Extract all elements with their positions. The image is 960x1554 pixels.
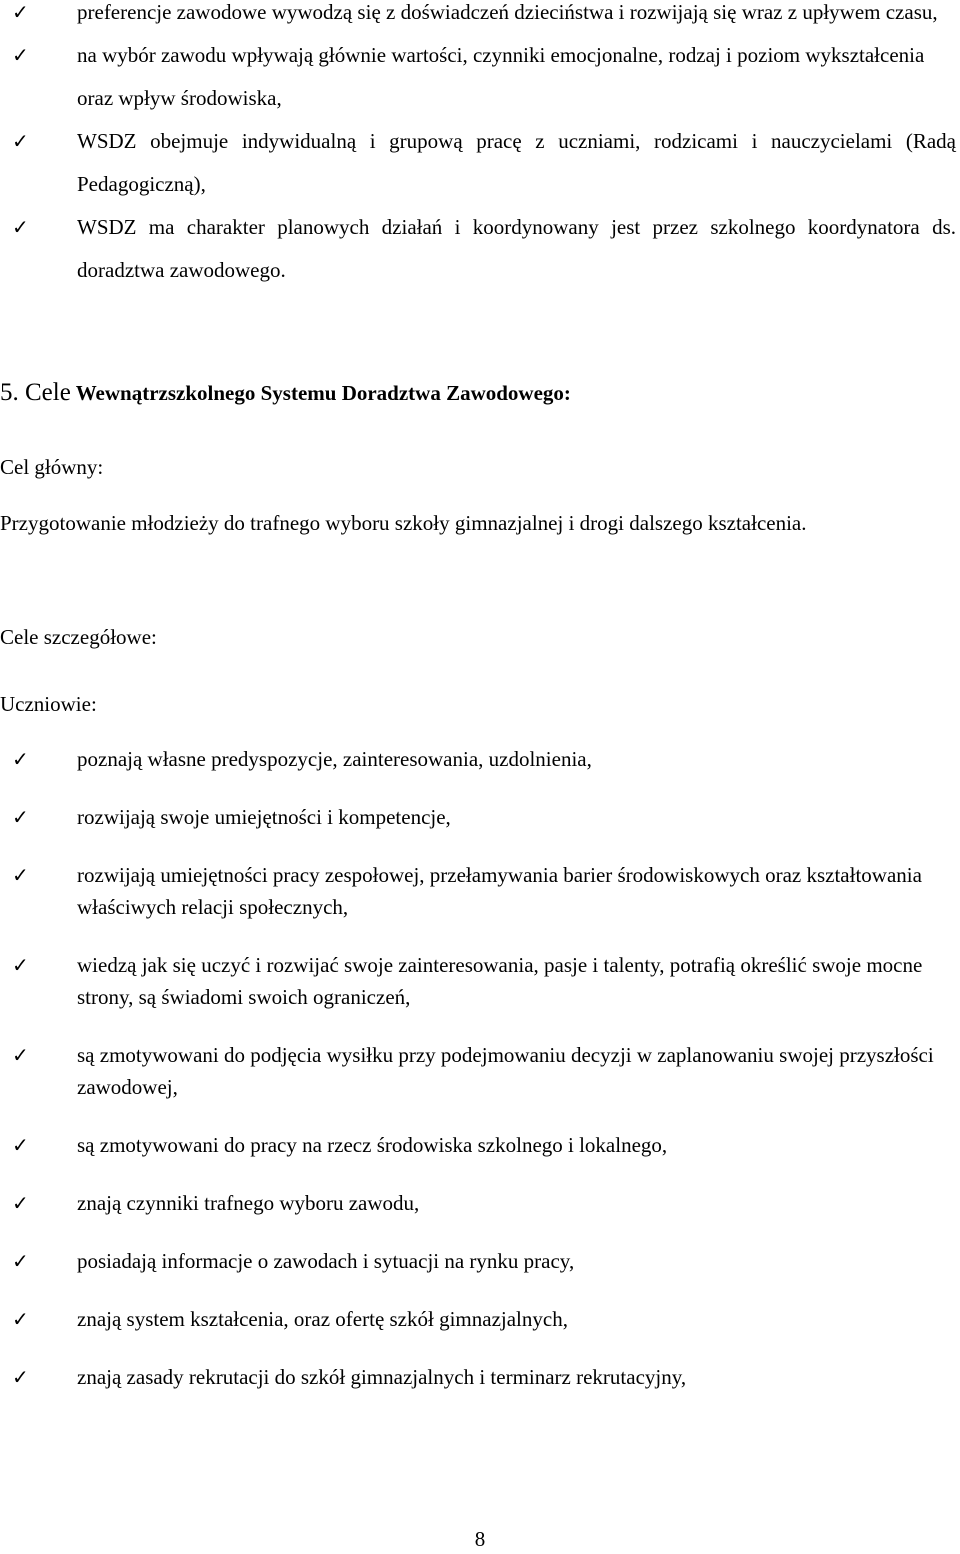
- checkmark-icon: ✓: [12, 953, 29, 977]
- list-item: [0, 34, 960, 120]
- list-item: [0, 1039, 960, 1103]
- list-item-text: rozwijają umiejętności pracy zespołowej, przełamywania barier środowiskowych oraz kształtowania właściwych relacji społecznych,: [77, 863, 922, 919]
- checkmark-icon: ✓: [12, 1133, 29, 1157]
- checkmark-icon: ✓: [12, 805, 29, 829]
- list-item-text: są zmotywowani do podjęcia wysiłku przy podejmowaniu decyzji w zaplanowaniu swojej przyszłości zawodowej,: [77, 1043, 934, 1099]
- detailed-goals-label: Cele szczegółowe:: [0, 625, 157, 649]
- list-item-text: rozwijają swoje umiejętności i kompetencje,: [77, 805, 451, 829]
- section-heading: [0, 378, 571, 408]
- section-number-title: 5. Cele: [0, 379, 71, 406]
- list-item-text: poznają własne predyspozycje, zainteresowania, uzdolnienia,: [77, 747, 592, 771]
- page-number: 8: [474, 1527, 486, 1551]
- list-item-text: preferencje zawodowe wywodzą się z doświadczeń dzieciństwa i rozwijają się wraz z upływem czasu,: [77, 0, 938, 24]
- checkmark-icon: ✓: [12, 1365, 29, 1389]
- students-label: Uczniowie:: [0, 692, 97, 716]
- list-item: [0, 206, 960, 292]
- list-item: [0, 801, 960, 833]
- list-item-text: WSDZ obejmuje indywidualną i grupową pracę z uczniami, rodzicami i nauczycielami (Radą Pedagogiczną),: [77, 129, 956, 196]
- list-item: [0, 1361, 960, 1393]
- list-item-text: posiadają informacje o zawodach i sytuacji na rynku pracy,: [77, 1249, 575, 1273]
- checkmark-icon: ✓: [12, 747, 29, 771]
- checkmark-icon: ✓: [12, 129, 29, 153]
- main-goal-label: Cel główny:: [0, 455, 104, 479]
- list-item-text: na wybór zawodu wpływają głównie wartości, czynniki emocjonalne, rodzaj i poziom wykształcenia oraz wpływ środowiska,: [77, 43, 925, 110]
- list-item-text: WSDZ ma charakter planowych działań i koordynowany jest przez szkolnego koordynatora ds. doradztwa zawodowego.: [77, 215, 956, 282]
- list-item: [0, 859, 960, 923]
- list-item: [0, 1245, 960, 1277]
- checkmark-icon: ✓: [12, 1307, 29, 1331]
- checkmark-icon: ✓: [12, 1191, 29, 1215]
- checkmark-icon: ✓: [12, 43, 29, 67]
- checkmark-icon: ✓: [12, 1043, 29, 1067]
- checkmark-icon: ✓: [12, 863, 29, 887]
- list-item: [0, 1129, 960, 1161]
- list-item: [0, 1187, 960, 1219]
- list-item: [0, 949, 960, 1013]
- principles-list: [0, 0, 960, 292]
- list-item: [0, 120, 960, 206]
- list-item: [0, 1303, 960, 1335]
- main-goal-text: Przygotowanie młodzieży do trafnego wyboru szkoły gimnazjalnej i drogi dalszego kształcenia.: [0, 511, 807, 535]
- checkmark-icon: ✓: [12, 0, 29, 24]
- section-title: Wewnątrzszkolnego Systemu Doradztwa Zawodowego:: [75, 381, 571, 405]
- students-goals-list: [0, 743, 960, 1419]
- list-item-text: znają zasady rekrutacji do szkół gimnazjalnych i terminarz rekrutacyjny,: [77, 1365, 687, 1389]
- list-item-text: znają czynniki trafnego wyboru zawodu,: [77, 1191, 420, 1215]
- checkmark-icon: ✓: [12, 215, 29, 239]
- list-item: [0, 0, 960, 34]
- list-item-text: znają system kształcenia, oraz ofertę szkół gimnazjalnych,: [77, 1307, 568, 1331]
- list-item-text: wiedzą jak się uczyć i rozwijać swoje zainteresowania, pasje i talenty, potrafią określić swoje mocne strony, są świadomi swoich ograniczeń,: [77, 953, 923, 1009]
- list-item: [0, 743, 960, 775]
- list-item-text: są zmotywowani do pracy na rzecz środowiska szkolnego i lokalnego,: [77, 1133, 668, 1157]
- checkmark-icon: ✓: [12, 1249, 29, 1273]
